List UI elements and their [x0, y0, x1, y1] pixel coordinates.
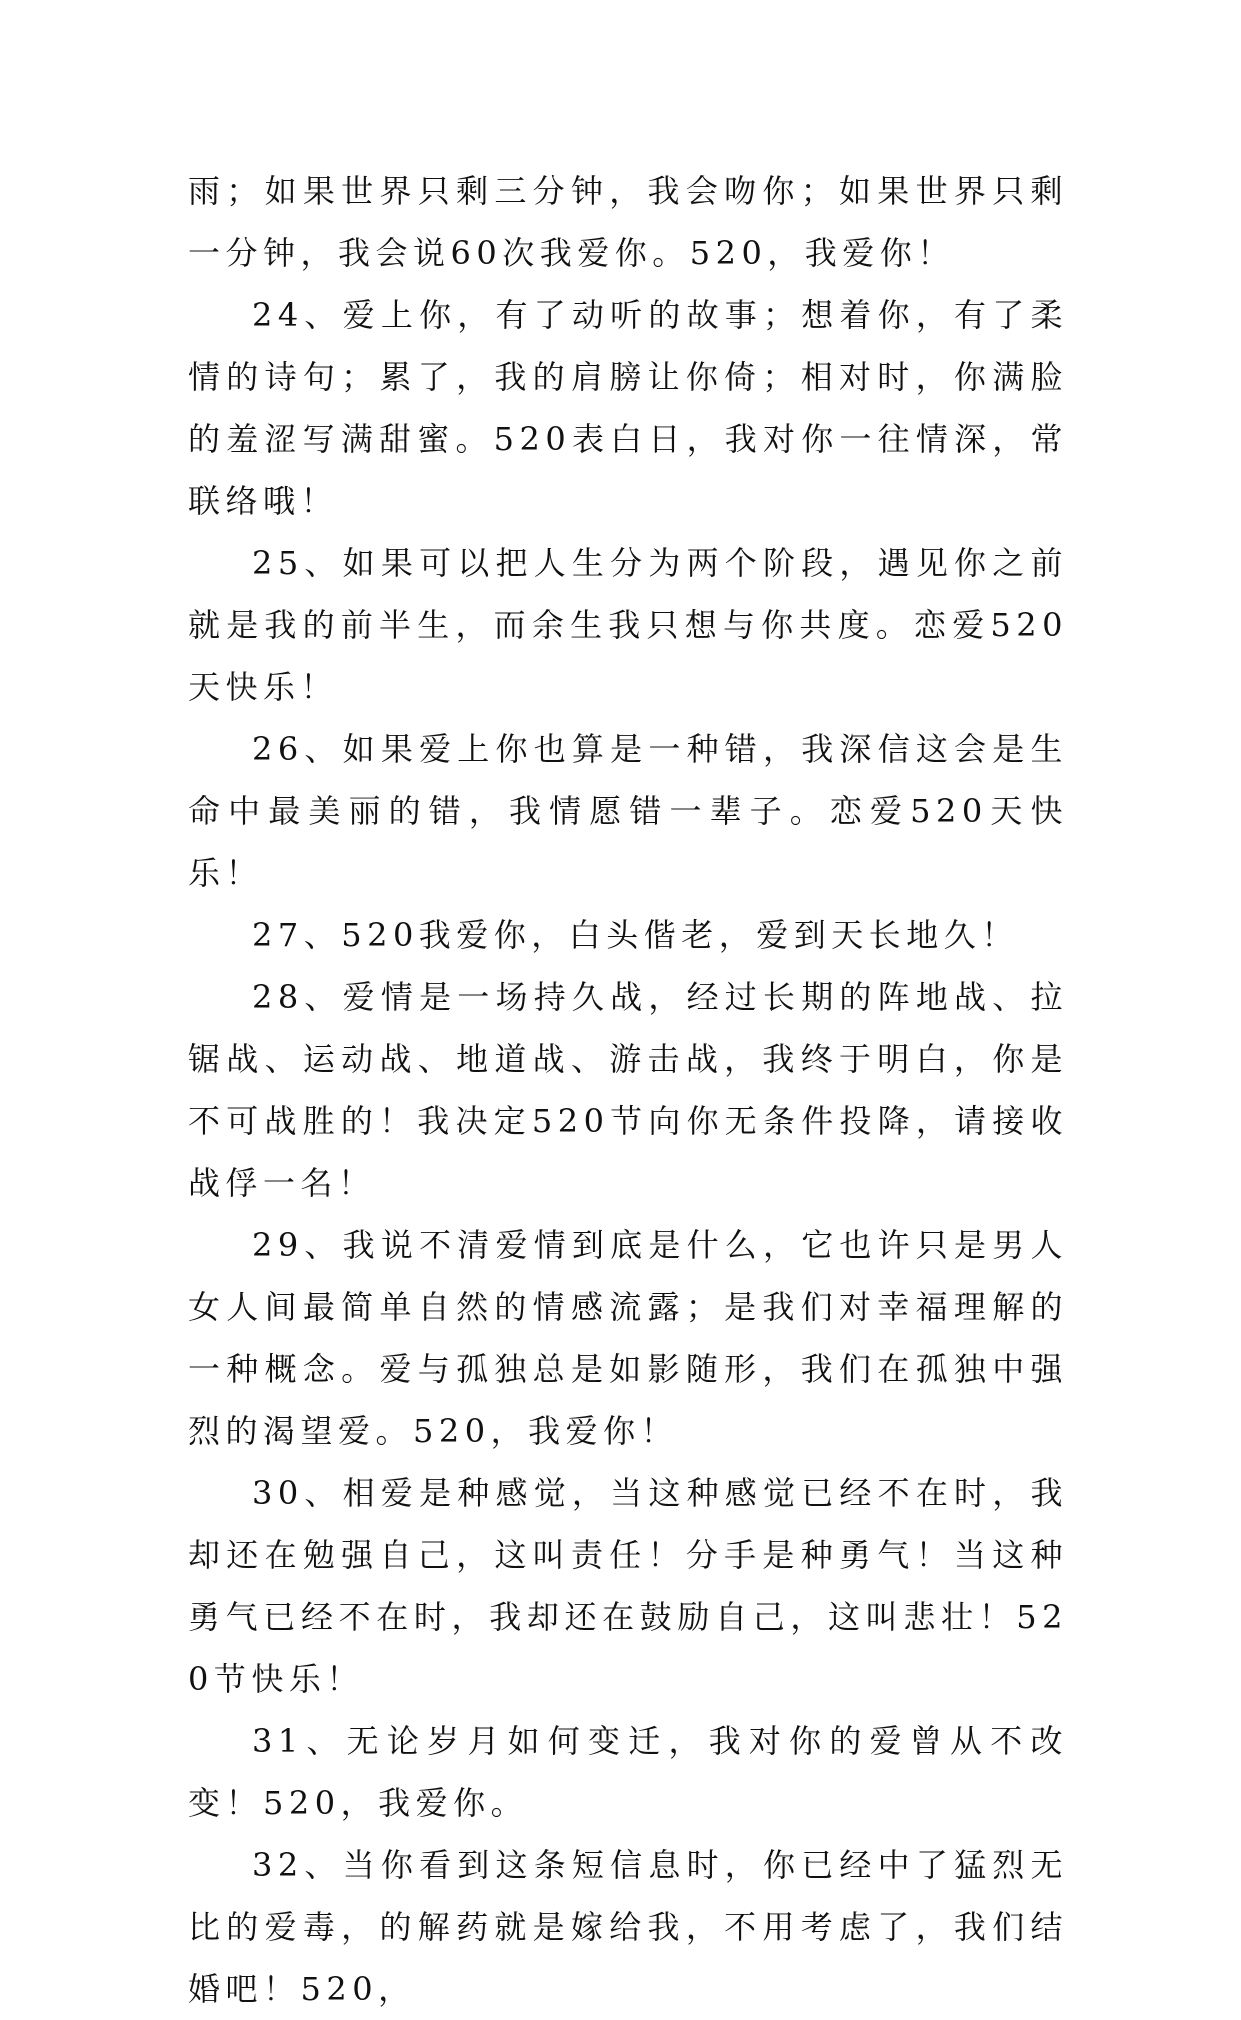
document-body — [188, 160, 1068, 2020]
paragraph-24: 24、爱上你，有了动听的故事；想着你，有了柔情的诗句；累了，我的肩膀让你倚；相对时，你满脸的羞涩写满甜蜜。520表白日，我对你一往情深，常联络哦！ — [188, 296, 1068, 520]
paragraph-30: 30、相爱是种感觉，当这种感觉已经不在时，我却还在勉强自己，这叫责任！分手是种勇气！当这种勇气已经不在时，我却还在鼓励自己，这叫悲壮！520节快乐！ — [188, 1474, 1068, 1698]
paragraph-32: 32、当你看到这条短信息时，你已经中了猛烈无比的爱毒，的解药就是嫁给我，不用考虑了，我们结婚吧！520， — [188, 1846, 1068, 2008]
paragraph-26: 26、如果爱上你也算是一种错，我深信这会是生命中最美丽的错，我情愿错一辈子。恋爱520天快乐！ — [188, 730, 1068, 892]
paragraph-continuation: 雨；如果世界只剩三分钟，我会吻你；如果世界只剩一分钟，我会说60次我爱你。520，我爱你！ — [188, 172, 1068, 272]
paragraph-25: 25、如果可以把人生分为两个阶段，遇见你之前就是我的前半生，而余生我只想与你共度。恋爱520天快乐！ — [188, 544, 1068, 706]
paragraph-31: 31、无论岁月如何变迁，我对你的爱曾从不改变！520，我爱你。 — [188, 1722, 1068, 1822]
paragraph-28: 28、爱情是一场持久战，经过长期的阵地战、拉锯战、运动战、地道战、游击战，我终于明白，你是不可战胜的！我决定520节向你无条件投降，请接收战俘一名！ — [188, 978, 1068, 1202]
paragraph-29: 29、我说不清爱情到底是什么，它也许只是男人女人间最简单自然的情感流露；是我们对幸福理解的一种概念。爱与孤独总是如影随形，我们在孤独中强烈的渴望爱。520，我爱你！ — [188, 1226, 1068, 1450]
paragraph-27: 27、520我爱你，白头偕老，爱到天长地久！ — [252, 916, 1019, 954]
